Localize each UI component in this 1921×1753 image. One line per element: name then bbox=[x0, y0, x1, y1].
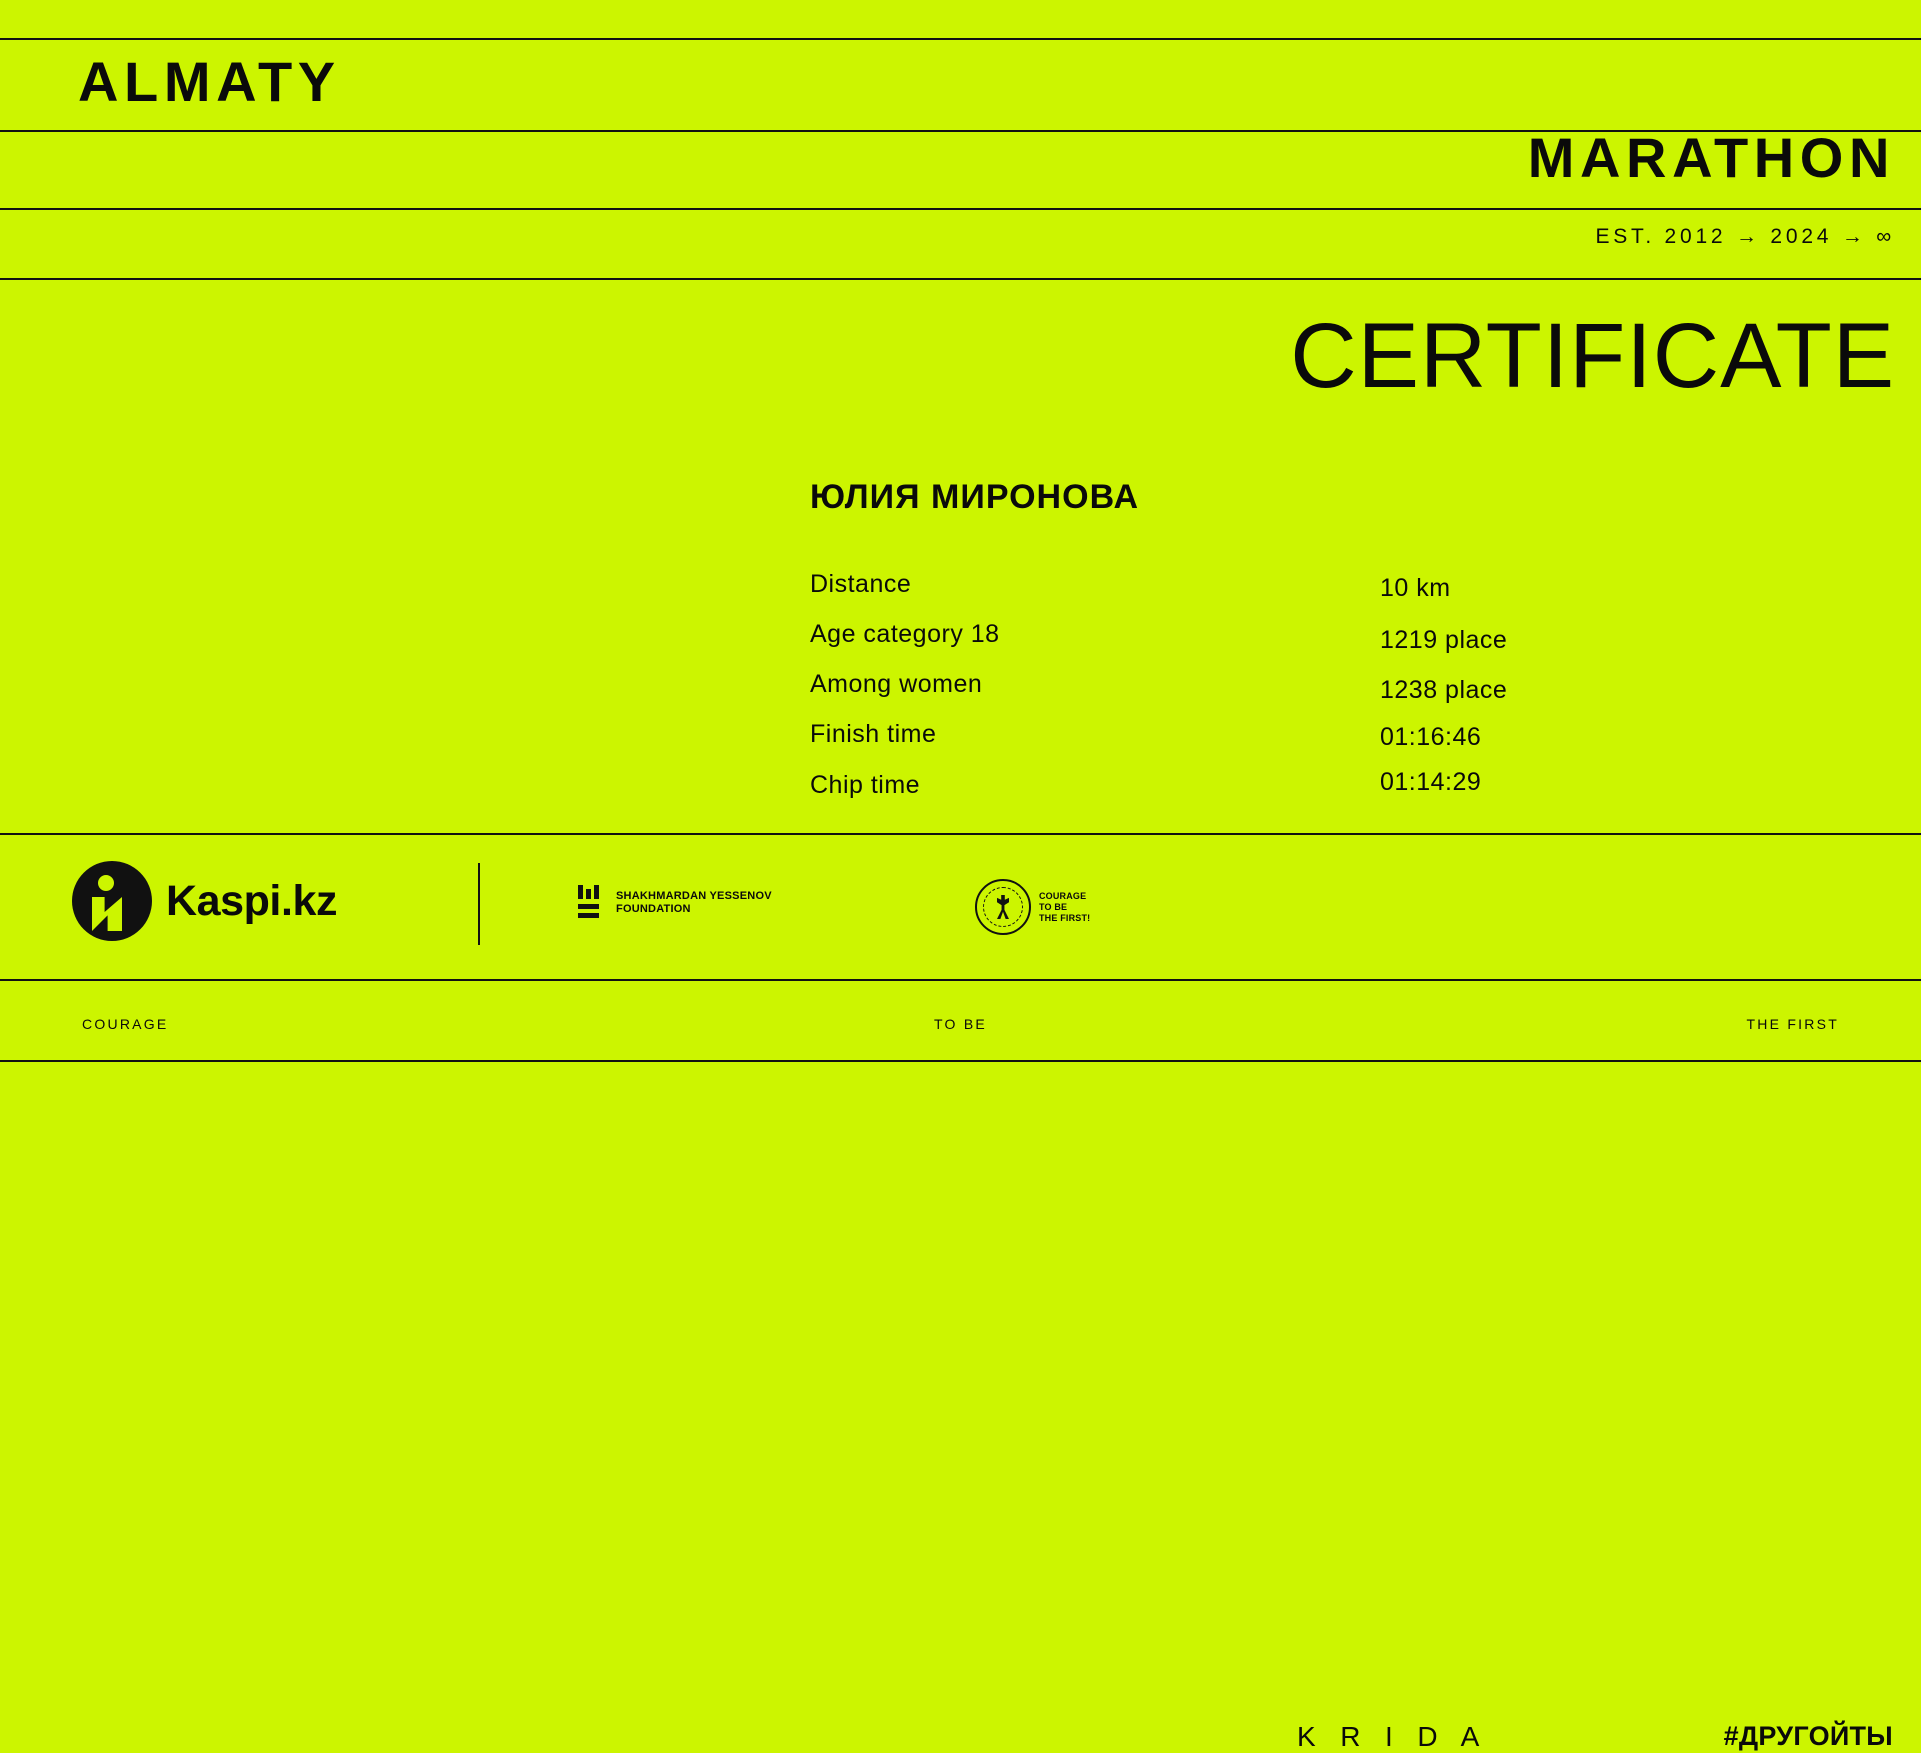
kaspi-logo-icon bbox=[72, 861, 152, 941]
tagline-bar bbox=[0, 1016, 1921, 1036]
sponsor-corporate-fund bbox=[975, 879, 1090, 935]
athlete-name: ЮЛИЯ МИРОНОВА bbox=[810, 478, 1140, 516]
sponsor-drugoity: #ДРУГОЙТЫ bbox=[1723, 1721, 1893, 1751]
result-label: Chip time bbox=[810, 771, 921, 799]
sponsor-bar bbox=[0, 833, 1921, 1752]
result-label: Age category 18 bbox=[810, 620, 1000, 648]
tagline-right: THE FIRST bbox=[1746, 1016, 1839, 1032]
sponsor-krida: K R I D A bbox=[1297, 1721, 1488, 1752]
result-row bbox=[810, 768, 1870, 818]
divider-under-marathon bbox=[0, 208, 1921, 210]
sponsor-yessenov-line1: SHAKHMARDAN YESSENOV bbox=[616, 890, 772, 902]
sponsor-divider bbox=[478, 863, 480, 945]
sponsor-yessenov bbox=[578, 885, 772, 921]
cf-line1: COURAGE bbox=[1039, 890, 1087, 901]
yessenov-mark-icon bbox=[578, 885, 606, 921]
result-row bbox=[810, 620, 1870, 670]
result-row bbox=[810, 670, 1870, 720]
sponsor-yessenov-label bbox=[616, 890, 772, 916]
result-value: 01:16:46 bbox=[1380, 723, 1482, 751]
divider-top bbox=[0, 38, 1921, 40]
page-title: CERTIFICATE bbox=[1290, 305, 1895, 407]
results-table bbox=[810, 570, 1870, 818]
corporate-fund-icon bbox=[975, 879, 1031, 935]
divider-bottom bbox=[0, 1060, 1921, 1062]
cf-line2: TO BE bbox=[1039, 901, 1068, 912]
brand-wordmark-marathon: MARATHON bbox=[1527, 126, 1895, 189]
result-label: Distance bbox=[810, 570, 912, 598]
sponsor-yessenov-line2: FOUNDATION bbox=[616, 903, 691, 915]
result-value: 01:14:29 bbox=[1380, 768, 1482, 796]
result-row bbox=[810, 570, 1870, 620]
result-row bbox=[810, 720, 1870, 768]
tagline-left: COURAGE bbox=[82, 1016, 169, 1032]
brand-wordmark-almaty: ALMATY bbox=[78, 50, 341, 113]
established-line: EST. 2012 → 2024 → ∞ bbox=[1595, 225, 1895, 248]
sponsor-corporate-fund-label bbox=[1039, 891, 1090, 924]
result-value: 1238 place bbox=[1380, 676, 1508, 704]
cf-line3: THE FIRST! bbox=[1039, 912, 1091, 923]
divider-under-established bbox=[0, 278, 1921, 280]
result-label: Finish time bbox=[810, 720, 937, 748]
result-value: 1219 place bbox=[1380, 626, 1508, 654]
sponsor-kaspi bbox=[72, 861, 337, 941]
sponsor-kaspi-label: Kaspi.kz bbox=[166, 876, 338, 925]
tagline-center: TO BE bbox=[934, 1016, 987, 1032]
result-value: 10 km bbox=[1380, 574, 1451, 602]
divider-above-tagline bbox=[0, 979, 1921, 981]
result-label: Among women bbox=[810, 670, 983, 698]
